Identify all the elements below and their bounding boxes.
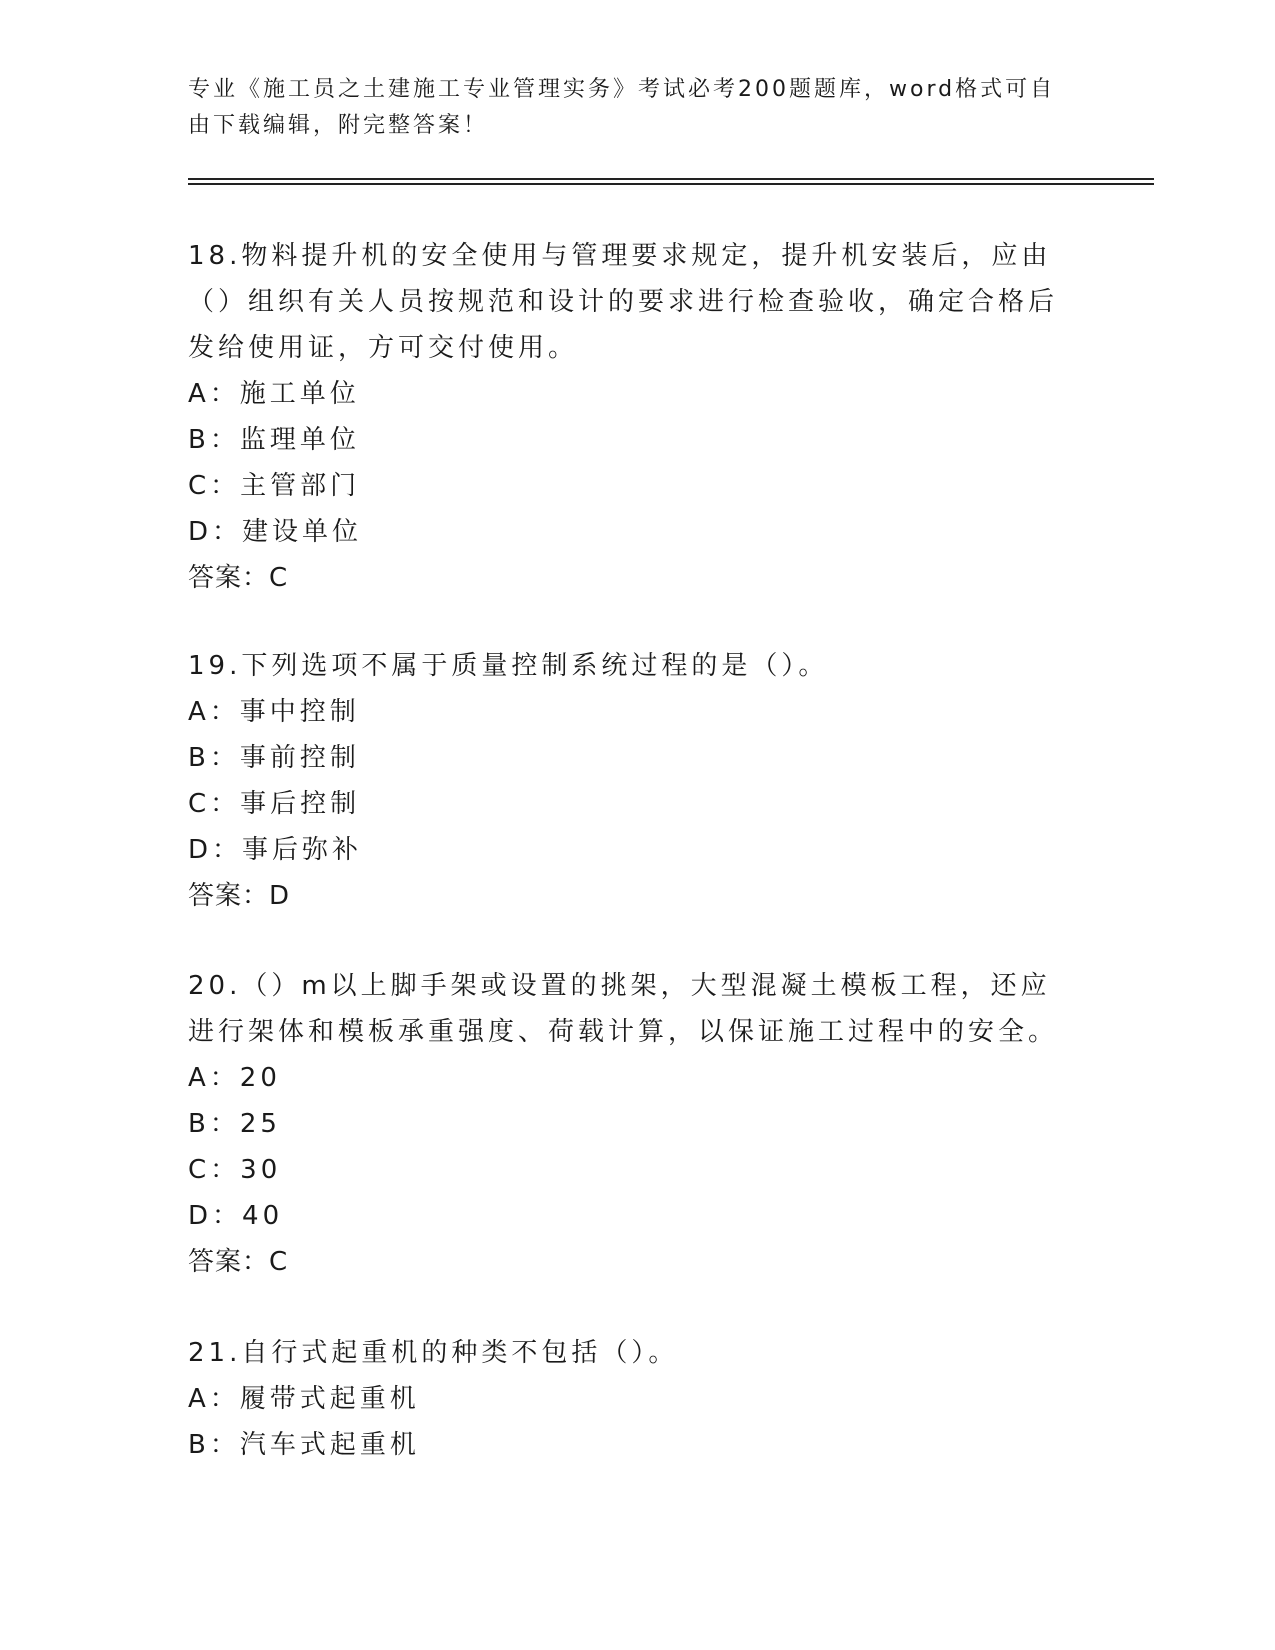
option-c: C：30 bbox=[188, 1155, 282, 1185]
option-b: B：汽车式起重机 bbox=[188, 1430, 420, 1460]
answer-line: 答案：C bbox=[188, 1247, 289, 1277]
option-b: B：监理单位 bbox=[188, 425, 360, 455]
option-c: C：事后控制 bbox=[188, 789, 361, 819]
question-21 bbox=[188, 1330, 1068, 1468]
question-stem: 21.自行式起重机的种类不包括（）。 bbox=[188, 1338, 679, 1368]
header-divider-top bbox=[188, 178, 1154, 180]
option-a: A：事中控制 bbox=[188, 697, 360, 727]
option-d: D：事后弥补 bbox=[188, 835, 363, 865]
answer-line: 答案：C bbox=[188, 563, 289, 593]
question-stem: 18.物料提升机的安全使用与管理要求规定，提升机安装后，应由（）组织有关人员按规范和设计的要求进行检查验收，确定合格后发给使用证，方可交付使用。 bbox=[188, 241, 1059, 363]
option-b: B：25 bbox=[188, 1109, 281, 1139]
option-a: A：履带式起重机 bbox=[188, 1384, 420, 1414]
question-20 bbox=[188, 963, 1068, 1285]
question-stem: 19.下列选项不属于质量控制系统过程的是（）。 bbox=[188, 651, 829, 681]
option-d: D：40 bbox=[188, 1201, 284, 1231]
header-divider-bottom bbox=[188, 183, 1154, 185]
option-a: A：施工单位 bbox=[188, 379, 360, 409]
question-stem: 20.（）m以上脚手架或设置的挑架，大型混凝土模板工程，还应进行架体和模板承重强度、荷载计算，以保证施工过程中的安全。 bbox=[188, 971, 1059, 1047]
document-header: 专业《施工员之土建施工专业管理实务》考试必考200题题库，word格式可自由下载编辑，附完整答案！ bbox=[188, 77, 1056, 138]
option-b: B：事前控制 bbox=[188, 743, 360, 773]
option-d: D：建设单位 bbox=[188, 517, 363, 547]
question-18 bbox=[188, 233, 1068, 601]
answer-line: 答案：D bbox=[188, 881, 291, 911]
question-19 bbox=[188, 643, 1068, 919]
option-c: C：主管部门 bbox=[188, 471, 361, 501]
option-a: A：20 bbox=[188, 1063, 281, 1093]
